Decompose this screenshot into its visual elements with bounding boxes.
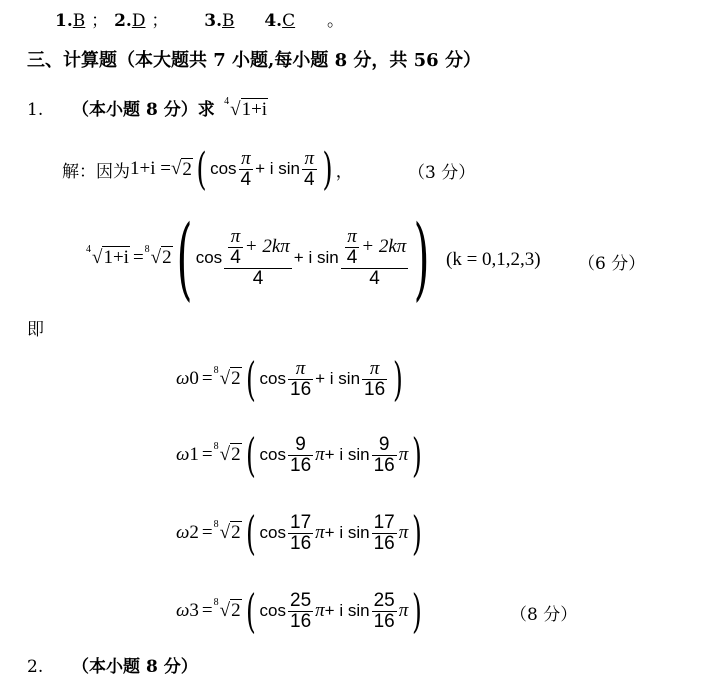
right-paren: ) [412,428,423,482]
fraction-1 [288,359,313,400]
omega-subscript: 0 [189,368,199,389]
denominator: 16 [290,454,312,476]
fraction-2 [362,359,387,400]
ji-label: 即 [27,320,44,340]
right-paren: ) [393,352,404,406]
isin-label: + i sin [324,601,370,620]
right-paren: ) [322,143,333,195]
question-1-number: 1. [27,100,44,120]
equals: = [132,247,144,268]
cos-label: cos [210,159,237,178]
answer-3-number: 3. [204,11,222,31]
numerator: 9 [288,435,313,456]
omega-symbol: ω [176,444,190,465]
radicand: 1+i [241,99,268,120]
isin-label: + i sin [324,523,370,542]
left-paren: ( [245,506,256,560]
omega-row [176,428,426,482]
inner-den: 4 [230,247,241,269]
equals: = [201,522,213,543]
points-8: （8 分） [510,605,578,625]
inner-num: π [345,227,360,248]
numerator: π [302,149,317,170]
radicand: 2 [231,522,241,543]
section-title: 三、计算题（本大题共 7 小题,每小题 8 分，共 56 分） [27,50,481,71]
omega-symbol: ω [176,522,190,543]
fraction-2 [372,435,397,476]
cos-label: cos [259,445,286,464]
right-paren: ) [413,205,430,311]
coef-2: π [398,600,409,621]
inner-num: π [228,227,243,248]
equals: = [201,444,213,465]
inner-den: 4 [346,247,358,269]
cos-label: cos [259,523,286,542]
radicand: 2 [231,444,241,465]
numerator: π [288,359,313,380]
question-1 [27,95,268,121]
general-radical-rhs: 8 √2 [144,244,172,268]
coef-1: π [315,600,325,621]
omega-row [176,352,407,406]
coef-1: π [315,444,325,465]
omega-row [176,584,426,638]
equals: = [201,368,213,389]
denominator: 4 [240,168,252,190]
question-1-title: （本小题 8 分）求 [72,100,215,120]
question-2 [27,652,198,677]
left-paren: ( [196,143,207,195]
answer-4-number: 4. [264,11,283,31]
solution-line [62,143,353,195]
coef-2: π [398,444,409,465]
root-index: 8 [213,365,219,376]
root-index: 8 [213,519,219,530]
root-index: 4 [224,96,230,107]
left-paren: ( [245,584,256,638]
numerator: 17 [373,511,395,533]
general-formula [86,205,433,311]
denominator: 16 [290,532,312,554]
denominator: 4 [304,168,315,190]
left-paren: ( [176,205,193,311]
cos-label: cos [259,369,286,388]
isin-label: + i sin [315,369,361,388]
isin-label: + i sin [293,248,339,267]
isin-label: + i sin [255,159,301,178]
points-3: （3 分） [408,163,476,183]
fraction-pi-over-4-b [302,149,317,190]
k-range: (k = 0,1,2,3) [446,249,541,270]
answer-sep-1: ； [91,11,109,31]
answer-4: C [282,11,296,31]
solution-comma: ， [335,161,353,182]
denominator: 16 [373,610,395,632]
denominator: 16 [290,378,312,400]
omega-symbol: ω [176,368,190,389]
sqrt-symbol: √ [170,158,182,179]
root-index: 8 [144,244,150,255]
solution-prefix: 解：因为 [62,161,130,182]
sqrt-arg: 2 [182,158,192,180]
num-rest: + 2kπ [361,235,407,257]
points-6: （6 分） [578,254,646,274]
question-1-radical: 4 √1+i [224,96,268,120]
omega-radical: 8 √2 [213,597,241,621]
radicand: 2 [162,247,172,268]
coef-2: π [398,522,409,543]
numerator: 9 [372,435,397,456]
numerator: π [362,359,387,380]
omega-row [176,506,426,560]
fraction-1 [288,513,313,554]
radicand: 2 [231,600,241,621]
question-2-title: （本小题 8 分） [72,657,198,677]
numerator: 17 [290,511,312,533]
right-paren: ) [412,584,423,638]
omega-symbol: ω [176,600,190,621]
fraction-1 [288,591,313,632]
denominator: 16 [373,532,395,554]
omega-radical: 8 √2 [213,365,241,389]
numerator: π [239,149,254,170]
omega-subscript: 3 [189,600,199,621]
isin-label: + i sin [324,445,370,464]
fraction-general-1 [224,227,292,289]
answers-end: 。 [326,11,344,31]
radicand: 1+i [103,247,129,268]
fraction-general-2 [341,227,409,289]
root-index: 8 [213,597,219,608]
num-rest: + 2kπ [244,235,290,257]
left-paren: ( [245,352,256,406]
denominator: 4 [369,267,380,289]
denominator: 16 [373,454,395,476]
answer-1-number: 1. [55,11,73,31]
fraction-1 [288,435,313,476]
general-radical-lhs: 4 √1+i [86,244,129,268]
root-index: 4 [86,244,91,255]
fraction-2 [372,513,397,554]
answer-2: D [131,11,146,31]
omega-radical: 8 √2 [213,519,241,543]
answer-2-number: 2. [114,11,132,31]
answer-3: B [222,11,235,31]
omega-subscript: 1 [189,444,199,465]
numerator [341,227,409,269]
numerator: 25 [290,589,312,611]
left-paren: ( [245,428,256,482]
root-index: 8 [213,441,219,452]
solution-lhs: 1+i = [130,158,171,179]
denominator: 16 [290,610,312,632]
radicand: 2 [231,368,241,389]
denominator: 16 [364,378,386,400]
answers-line [55,6,344,31]
omega-radical: 8 √2 [213,441,241,465]
numerator [224,227,292,269]
question-2-number: 2. [27,657,44,677]
answer-1: B [72,11,86,31]
omega-subscript: 2 [189,522,199,543]
numerator: 25 [373,589,395,611]
fraction-pi-over-4 [239,149,254,190]
right-paren: ) [412,506,423,560]
coef-1: π [315,522,325,543]
fraction-2 [372,591,397,632]
cos-label: cos [195,248,223,267]
answer-sep-2: ； [151,11,169,31]
cos-label: cos [259,601,286,620]
equals: = [201,600,213,621]
denominator: 4 [252,267,264,289]
